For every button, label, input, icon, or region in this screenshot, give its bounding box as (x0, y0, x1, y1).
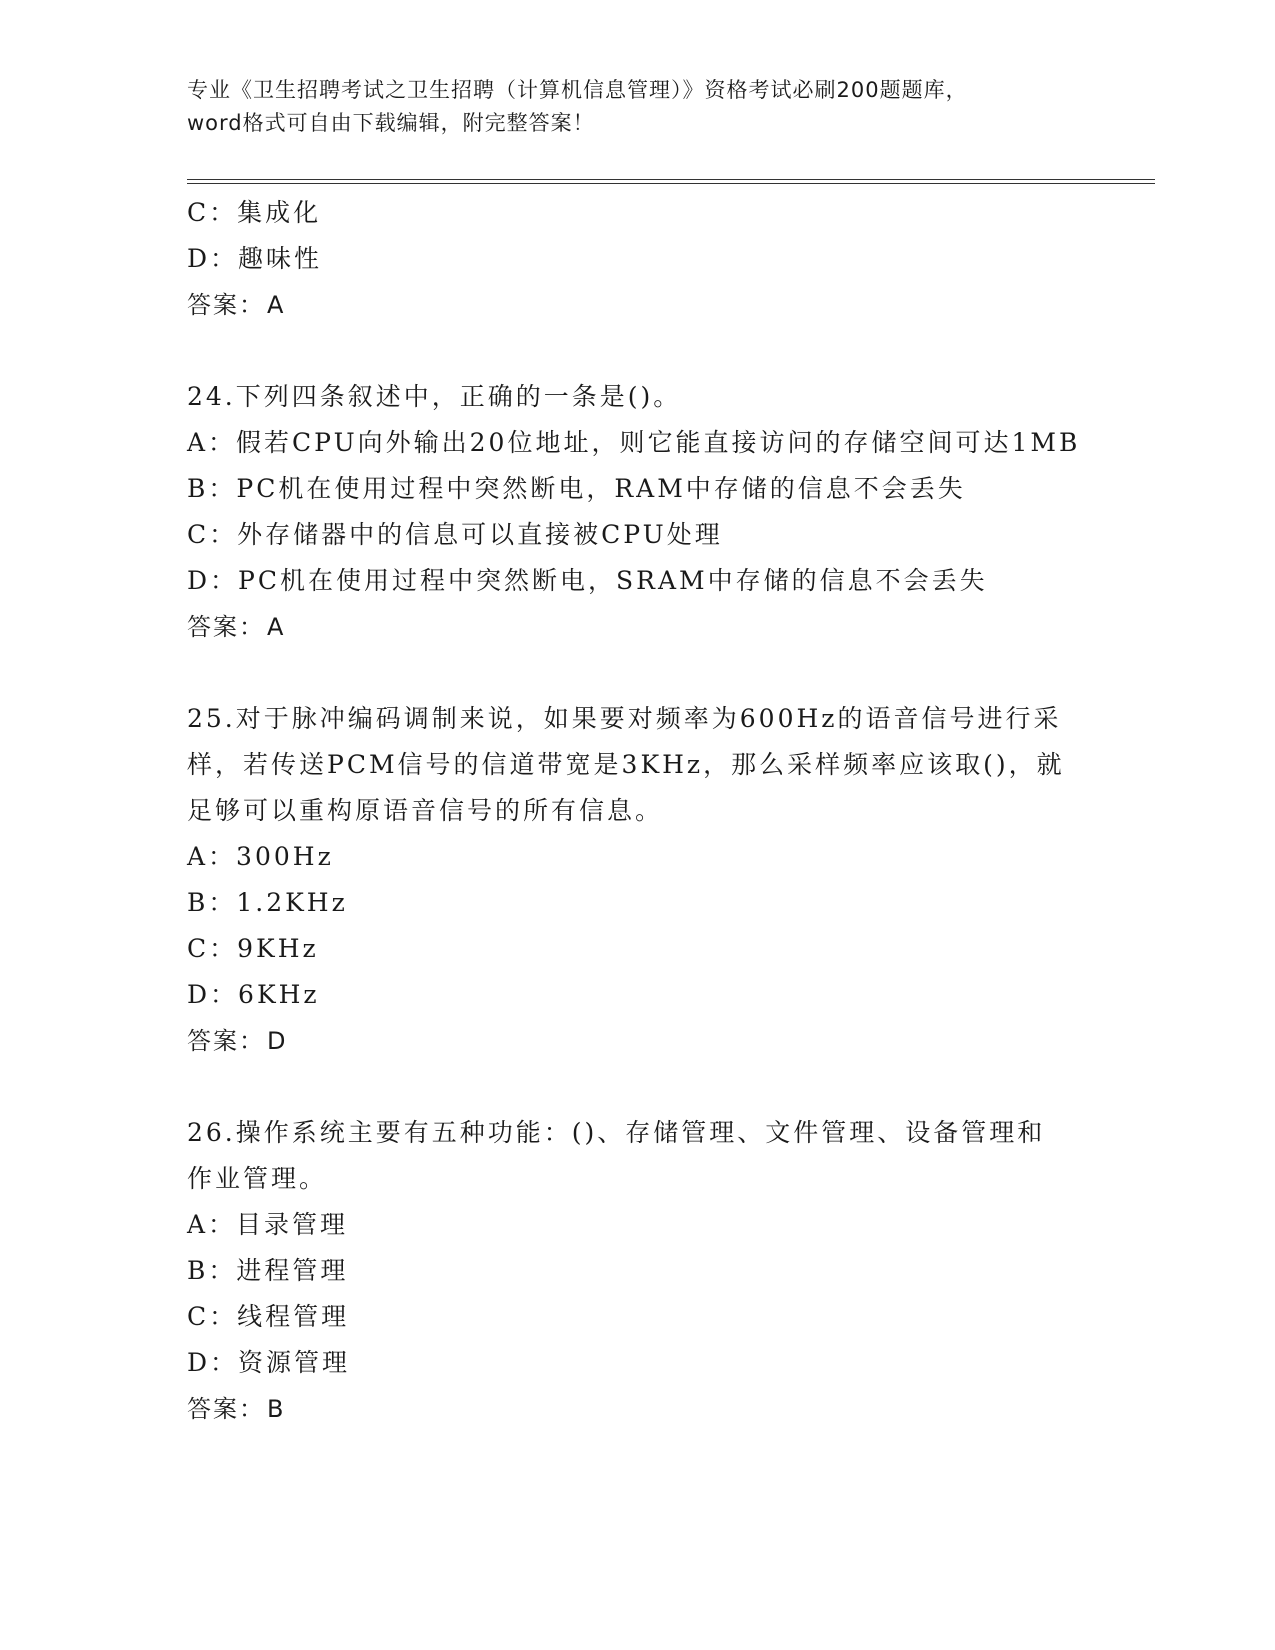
header-divider-top (187, 179, 1155, 180)
answer-label: 答案： (187, 1395, 265, 1423)
option-d: D：趣味性 (187, 244, 323, 273)
option-d: D：资源管理 (187, 1348, 351, 1377)
option-a: A：假若CPU向外输出20位地址，则它能直接访问的存储空间可达1MB (187, 428, 1081, 457)
question-24 (187, 374, 1087, 650)
option-b: B：1.2KHz (187, 888, 348, 917)
answer-line (187, 1386, 1087, 1432)
answer-value: A (267, 291, 286, 319)
question-stem: 26.操作系统主要有五种功能：()、存储管理、文件管理、设备管理和 (187, 1118, 1046, 1147)
answer-line (187, 1018, 1087, 1064)
option-d: D：6KHz (187, 980, 320, 1009)
option-b: B：进程管理 (187, 1256, 349, 1285)
header-title-line-1: 专业《卫生招聘考试之卫生招聘（计算机信息管理）》资格考试必刷200题题库， (187, 78, 968, 102)
question-stem: 作业管理。 (187, 1164, 328, 1193)
question-23-continued (187, 190, 1087, 328)
answer-line (187, 604, 1087, 650)
answer-value: B (267, 1395, 286, 1423)
question-26 (187, 1110, 1087, 1432)
question-stem: 25.对于脉冲编码调制来说，如果要对频率为600Hz的语音信号进行采 (187, 704, 1062, 733)
answer-label: 答案： (187, 291, 265, 319)
option-c: C：线程管理 (187, 1302, 350, 1331)
question-25 (187, 696, 1087, 1064)
answer-label: 答案： (187, 1027, 265, 1055)
answer-value: A (267, 613, 286, 641)
option-a: A：300Hz (187, 842, 334, 871)
option-c: C：9KHz (187, 934, 319, 963)
answer-label: 答案： (187, 613, 265, 641)
question-stem: 足够可以重构原语音信号的所有信息。 (187, 796, 664, 825)
answer-value: D (267, 1027, 288, 1055)
document-body (187, 190, 1087, 1432)
header-divider-bottom (187, 183, 1155, 184)
answer-line (187, 282, 1087, 328)
option-d: D：PC机在使用过程中突然断电，SRAM中存储的信息不会丢失 (187, 566, 988, 595)
option-c: C：集成化 (187, 198, 322, 227)
document-header (187, 74, 1087, 140)
question-stem: 24.下列四条叙述中，正确的一条是()。 (187, 382, 682, 411)
question-stem: 样，若传送PCM信号的信道带宽是3KHz，那么采样频率应该取()，就 (187, 750, 1065, 779)
option-c: C：外存储器中的信息可以直接被CPU处理 (187, 520, 723, 549)
header-title-line-2: word格式可自由下载编辑，附完整答案！ (187, 111, 595, 135)
option-a: A：目录管理 (187, 1210, 349, 1239)
option-b: B：PC机在使用过程中突然断电，RAM中存储的信息不会丢失 (187, 474, 966, 503)
